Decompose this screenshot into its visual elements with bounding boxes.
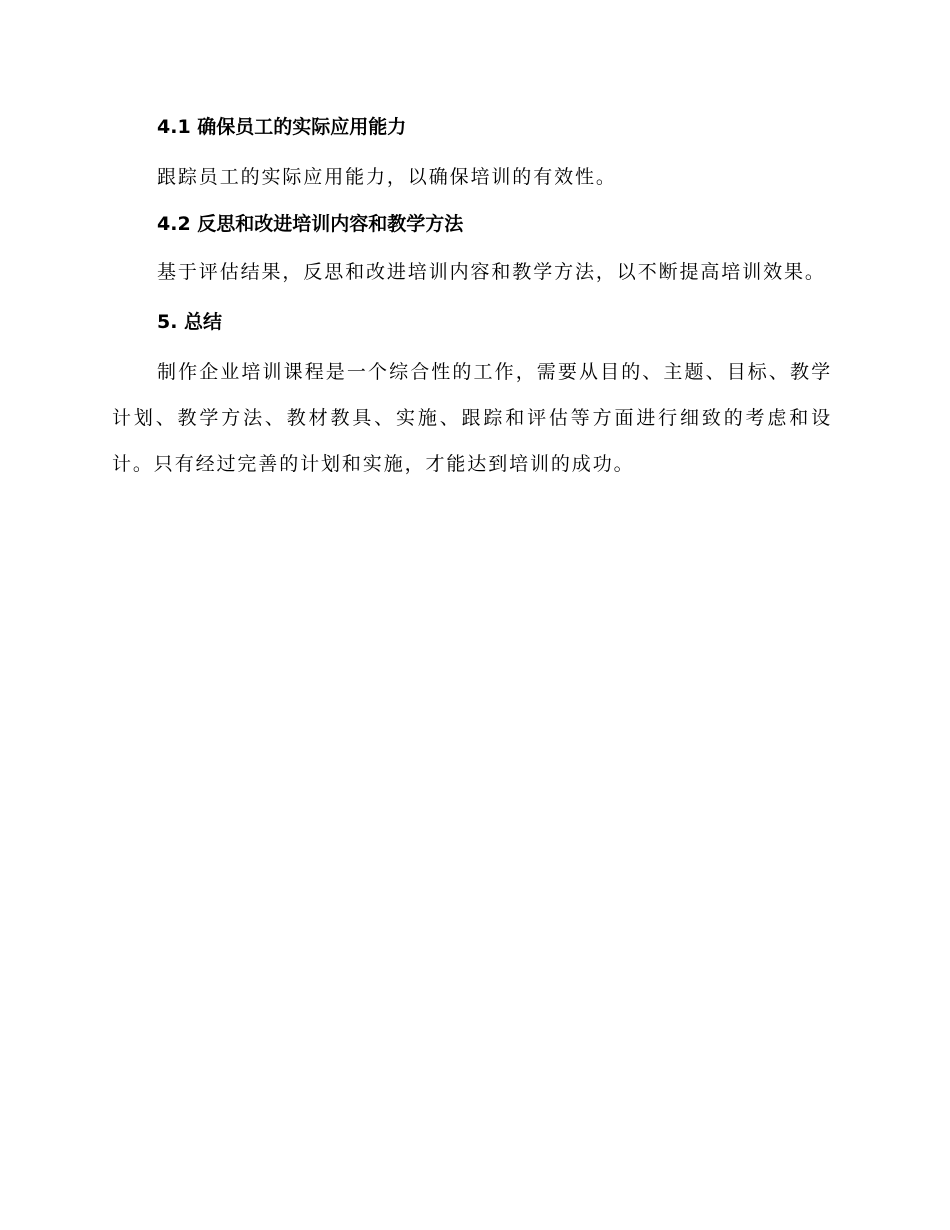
document-content — [112, 110, 832, 487]
section-heading-4-2: 4.2 反思和改进培训内容和教学方法 — [157, 213, 464, 235]
section-heading-5: 5. 总结 — [157, 311, 223, 333]
section-body-4-2: 基于评估结果，反思和改进培训内容和教学方法，以不断提高培训效果。 — [157, 261, 826, 283]
section-body-4-1: 跟踪员工的实际应用能力，以确保培训的有效性。 — [157, 166, 617, 188]
section-heading-4-1: 4.1 确保员工的实际应用能力 — [157, 116, 407, 138]
section-body-5: 制作企业培训课程是一个综合性的工作，需要从目的、主题、目标、教学计划、教学方法、教材教具、实施、跟踪和评估等方面进行细致的考虑和设计。只有经过完善的计划和实施，才能达到培训的成功。 — [112, 361, 832, 475]
